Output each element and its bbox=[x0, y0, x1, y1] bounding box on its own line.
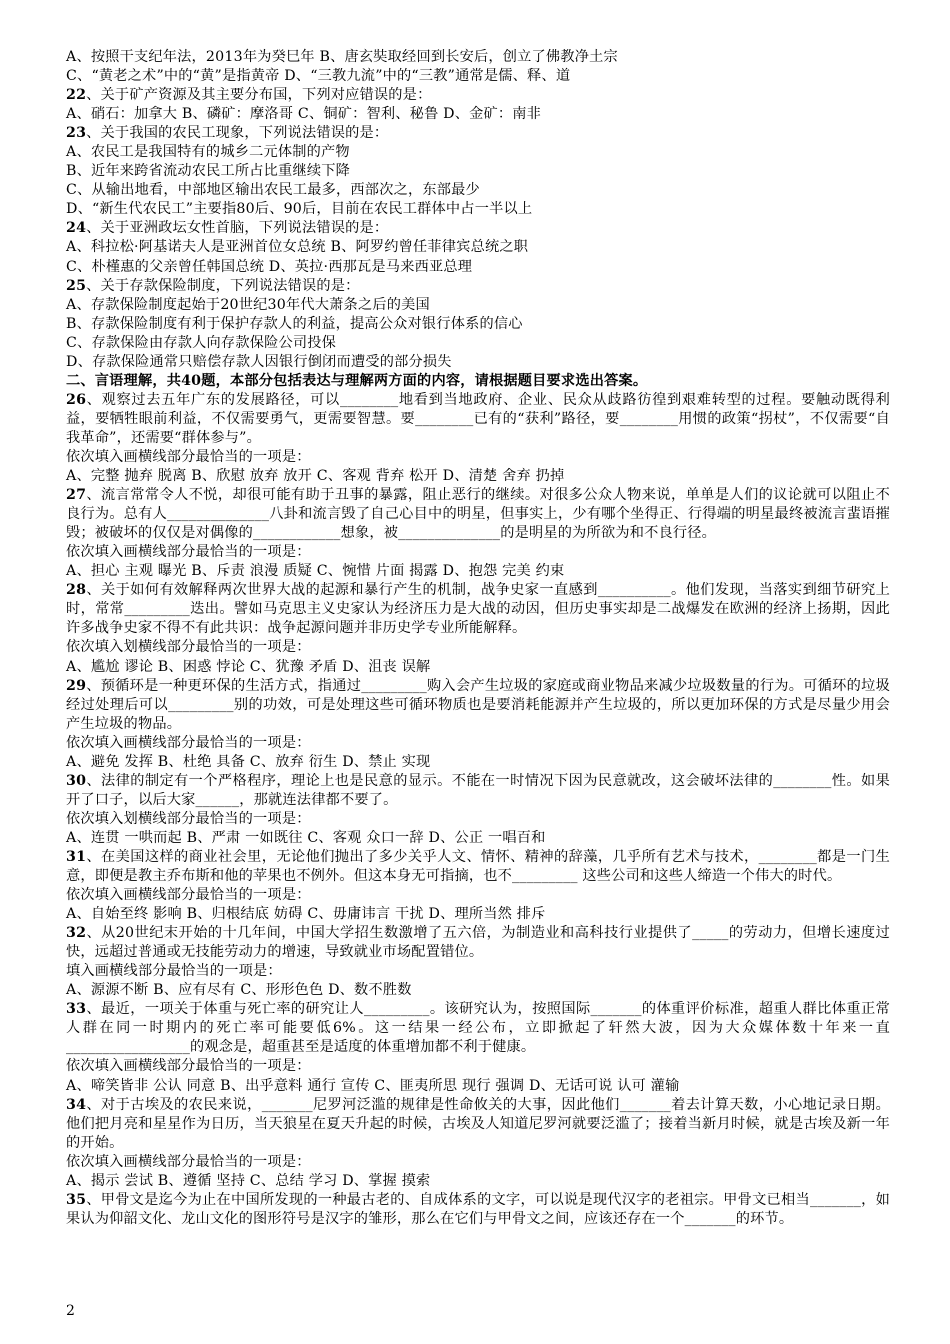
section-heading bbox=[66, 372, 890, 391]
question-stem bbox=[66, 1191, 890, 1229]
question-text: 、预循环是一种更环保的生活方式，指通过_________购入会产生垃圾的家庭或商业物品来减少垃圾数量的行为。可循环的垃圾经过处理后可以_________别的功效，可是处理这些可循环物质也是要消耗能源并产生垃圾的，所以更加环保的方式是尽量少用会产生垃圾的物品。 bbox=[66, 677, 890, 732]
text-line bbox=[66, 905, 890, 924]
line-text: 依次填入画横线部分最恰当的一项是： bbox=[66, 1153, 311, 1170]
question-stem bbox=[66, 86, 890, 105]
text-line bbox=[66, 353, 890, 372]
question-stem bbox=[66, 219, 890, 238]
text-line bbox=[66, 810, 890, 829]
question-stem bbox=[66, 1096, 890, 1153]
question-stem bbox=[66, 581, 890, 638]
line-text: 依次填入画横线部分最恰当的一项是： bbox=[66, 734, 311, 751]
question-stem bbox=[66, 277, 890, 296]
question-number: 29 bbox=[66, 677, 87, 694]
text-line bbox=[66, 315, 890, 334]
text-line bbox=[66, 562, 890, 581]
text-line bbox=[66, 181, 890, 200]
document-body bbox=[66, 48, 890, 1229]
question-stem bbox=[66, 848, 890, 886]
line-text: C、“黄老之术”中的“黄”是指黄帝 D、“三教九流”中的“三教”通常是儒、释、道 bbox=[66, 68, 571, 85]
line-text: A、科拉松·阿基诺夫人是亚洲首位女总统 B、阿罗约曾任菲律宾总统之职 bbox=[66, 239, 529, 256]
question-stem bbox=[66, 486, 890, 543]
text-line bbox=[66, 1077, 890, 1096]
line-text: A、按照干支纪年法，2013年为癸巳年 B、唐玄奘取经回到长安后，创立了佛教净土宗 bbox=[66, 49, 618, 65]
text-line bbox=[66, 543, 890, 562]
text-line bbox=[66, 962, 890, 981]
line-text: A、农民工是我国特有的城乡二元体制的产物 bbox=[66, 144, 350, 161]
text-line bbox=[66, 1153, 890, 1172]
question-number: 28 bbox=[66, 582, 87, 599]
line-text: 依次填入画横线部分最恰当的一项是： bbox=[66, 448, 311, 465]
question-text: 、在美国这样的商业社会里，无论他们抛出了多少关乎人文、情怀、精神的辞藻，几乎所有艺术与技术，________都是一门生意，即便是教主乔布斯和他的苹果也不例外。但这本身无可指摘，也不_________ 这些公司和这些人缔造一个伟大的时代。 bbox=[66, 848, 890, 885]
line-text: C、朴槿惠的父亲曾任韩国总统 D、英拉·西那瓦是马来西亚总理 bbox=[66, 258, 473, 275]
line-text: C、存款保险由存款人向存款保险公司投保 bbox=[66, 334, 337, 351]
line-text: 依次填入画横线部分最恰当的一项是： bbox=[66, 1058, 311, 1075]
page-number: 2 bbox=[66, 1303, 75, 1319]
line-text: A、自始至终 影响 B、归根结底 妨碍 C、毋庸讳言 干扰 D、理所当然 排斥 bbox=[66, 906, 546, 923]
text-line bbox=[66, 200, 890, 219]
text-line bbox=[66, 829, 890, 848]
line-text: 依次填入画横线部分最恰当的一项是： bbox=[66, 544, 311, 561]
text-line bbox=[66, 67, 890, 86]
question-text: 、关于矿产资源及其主要分布国，下列对应错误的是： bbox=[86, 87, 432, 104]
line-text: B、近年来跨省流动农民工所占比重继续下降 bbox=[66, 163, 350, 180]
text-line bbox=[66, 105, 890, 124]
text-line bbox=[66, 1172, 890, 1191]
text-line bbox=[66, 258, 890, 277]
line-text: A、啼笑皆非 公认 同意 B、出乎意料 通行 宣传 C、匪夷所思 现行 强调 D、无话可说 认可 灌输 bbox=[66, 1077, 680, 1094]
line-text: D、“新生代农民工”主要指80后、90后，目前在农民工群体中占一半以上 bbox=[66, 201, 533, 218]
line-text: A、完整 抛弃 脱离 B、欣慰 放弃 放开 C、客观 背弃 松开 D、清楚 舍弃 扔掉 bbox=[66, 468, 565, 485]
question-stem bbox=[66, 924, 890, 962]
line-text: 依次填入划横线部分最恰当的一项是： bbox=[66, 810, 311, 827]
question-number: 24 bbox=[66, 220, 87, 237]
line-text: C、从输出地看，中部地区输出农民工最多，西部次之，东部最少 bbox=[66, 182, 480, 199]
question-number: 33 bbox=[66, 1001, 87, 1018]
line-text: A、源源不断 B、应有尽有 C、形形色色 D、数不胜数 bbox=[66, 982, 412, 999]
question-text: 、从20世纪末开始的十几年间，中国大学招生数激增了五六倍，为制造业和高科技行业提供了_____的劳动力，但增长速度过快，远超过普通或无技能劳动力的增速，导致就业市场配置错位。 bbox=[66, 925, 890, 961]
question-number: 31 bbox=[66, 848, 87, 865]
text-line bbox=[66, 296, 890, 315]
question-stem bbox=[66, 391, 890, 448]
line-text: A、担心 主观 曝光 B、斥责 浪漫 质疑 C、惋惜 片面 揭露 D、抱怨 完美 约束 bbox=[66, 563, 565, 580]
text-line bbox=[66, 638, 890, 657]
question-number: 23 bbox=[66, 125, 87, 142]
text-line bbox=[66, 734, 890, 753]
line-text: 依次填入画横线部分最恰当的一项是： bbox=[66, 887, 311, 904]
text-line bbox=[66, 886, 890, 905]
line-text: A、揭示 尝试 B、遵循 坚持 C、总结 学习 D、掌握 摸索 bbox=[66, 1172, 431, 1189]
question-stem bbox=[66, 1000, 890, 1057]
question-stem bbox=[66, 772, 890, 810]
question-number: 26 bbox=[66, 391, 87, 408]
text-line bbox=[66, 448, 890, 467]
question-number: 22 bbox=[66, 87, 87, 104]
question-text: 、流言常常令人不悦，却很可能有助于丑事的暴露，阻止恶行的继续。对很多公众人物来说，单单是人们的议论就可以阻止不良行为。总有人______________八卦和流言毁了自己心目中的明星，但事实上，少有哪个坐得正、行得端的明星最终被流言蜚语摧毁；被破坏的仅仅是对偶像的____________想象，被______________的是明星的为所欲为和不良行径。 bbox=[66, 487, 890, 542]
question-stem bbox=[66, 677, 890, 734]
line-text: A、避免 发挥 B、杜绝 具备 C、放弃 衍生 D、禁止 实现 bbox=[66, 753, 431, 770]
question-text: 、关于如何有效解释两次世界大战的起源和暴行产生的机制，战争史家一直感到__________。他们发现，当落实到细节研究上时，常常_________迭出。譬如马克思主义史家认为经济压力是大战的动因，但历史事实却是二战爆发在欧洲的经济上扬期，因此许多战争史家不得不有此共识：战争起源问题并非历史学专业所能解释。 bbox=[66, 582, 890, 637]
section-heading-text: 二、言语理解，共40题，本部分包括表达与理解两方面的内容，请根据题目要求选出答案。 bbox=[66, 372, 648, 389]
question-number: 25 bbox=[66, 277, 87, 294]
question-text: 、关于我国的农民工现象，下列说法错误的是： bbox=[86, 125, 389, 142]
question-text: 、关于存款保险制度，下列说法错误的是： bbox=[86, 277, 360, 294]
text-line bbox=[66, 981, 890, 1000]
line-text: 填入画横线部分最恰当的一项是： bbox=[66, 963, 282, 980]
text-line bbox=[66, 162, 890, 181]
question-text: 、对于古埃及的农民来说，_______尼罗河泛滥的规律是性命攸关的大事，因此他们_______着去计算天数，小心地记录日期。他们把月亮和星星作为日历，当天狼星在夏天升起的时候，古埃及人知道尼罗河就要泛滥了；接着当新月时候，就是古埃及新一年的开始。 bbox=[66, 1096, 890, 1151]
question-text: 、关于亚洲政坛女性首脑，下列说法错误的是： bbox=[86, 220, 389, 237]
question-number: 34 bbox=[66, 1096, 87, 1113]
line-text: D、存款保险通常只赔偿存款人因银行倒闭而遭受的部分损失 bbox=[66, 353, 452, 370]
line-text: A、连贯 一哄而起 B、严肃 一如既往 C、客观 众口一辞 D、公正 一唱百和 bbox=[66, 829, 546, 846]
question-text: 、最近，一项关于体重与死亡率的研究让人_________。该研究认为，按照国际_______的体重评价标准，超重人群比体重正常人群在同一时期内的死亡率可能要低6%。这一结果一经公布，立即掀起了轩然大波，因为大众媒体数十年来一直_________________的观念是，超重甚至是适度的体重增加都不利于健康。 bbox=[66, 1001, 890, 1056]
text-line bbox=[66, 753, 890, 772]
question-number: 27 bbox=[66, 487, 87, 504]
text-line bbox=[66, 334, 890, 353]
text-line bbox=[66, 143, 890, 162]
question-text: 、法律的制定有一个严格程序，理论上也是民意的显示。不能在一时情况下因为民意就改，这会破坏法律的________性。如果开了口子，以后大家______，那就连法律都不要了。 bbox=[66, 772, 890, 808]
text-line bbox=[66, 1057, 890, 1076]
line-text: B、存款保险制度有利于保护存款人的利益，提高公众对银行体系的信心 bbox=[66, 315, 523, 332]
text-line bbox=[66, 658, 890, 677]
line-text: A、尴尬 谬论 B、困惑 悖论 C、犹豫 矛盾 D、沮丧 误解 bbox=[66, 658, 431, 675]
text-line bbox=[66, 48, 890, 67]
question-number: 32 bbox=[66, 925, 87, 942]
question-text: 、观察过去五年广东的发展路径，可以________地看到当地政府、企业、民众从歧路彷徨到艰难转型的过程。要触动既得利益，要牺牲眼前利益，不仅需要勇气，更需要智慧。要________已有的“获利”路径，要________用惯的政策“拐杖”，不仅需要“自我革命”，还需要“群体参与”。 bbox=[66, 391, 890, 446]
line-text: A、硝石：加拿大 B、磷矿：摩洛哥 C、铜矿：智利、秘鲁 D、金矿：南非 bbox=[66, 106, 542, 123]
question-number: 30 bbox=[66, 772, 87, 789]
text-line bbox=[66, 238, 890, 257]
text-line bbox=[66, 467, 890, 486]
line-text: 依次填入划横线部分最恰当的一项是： bbox=[66, 639, 311, 656]
line-text: A、存款保险制度起始于20世纪30年代大萧条之后的美国 bbox=[66, 296, 430, 313]
question-text: 、甲骨文是迄今为止在中国所发现的一种最古老的、自成体系的文字，可以说是现代汉字的老祖宗。甲骨文已相当_______，如果认为仰韶文化、龙山文化的图形符号是汉字的雏形，那么在它们与甲骨文之间，应该还存在一个_______的环节。 bbox=[66, 1191, 890, 1227]
question-stem bbox=[66, 124, 890, 143]
question-number: 35 bbox=[66, 1191, 87, 1208]
